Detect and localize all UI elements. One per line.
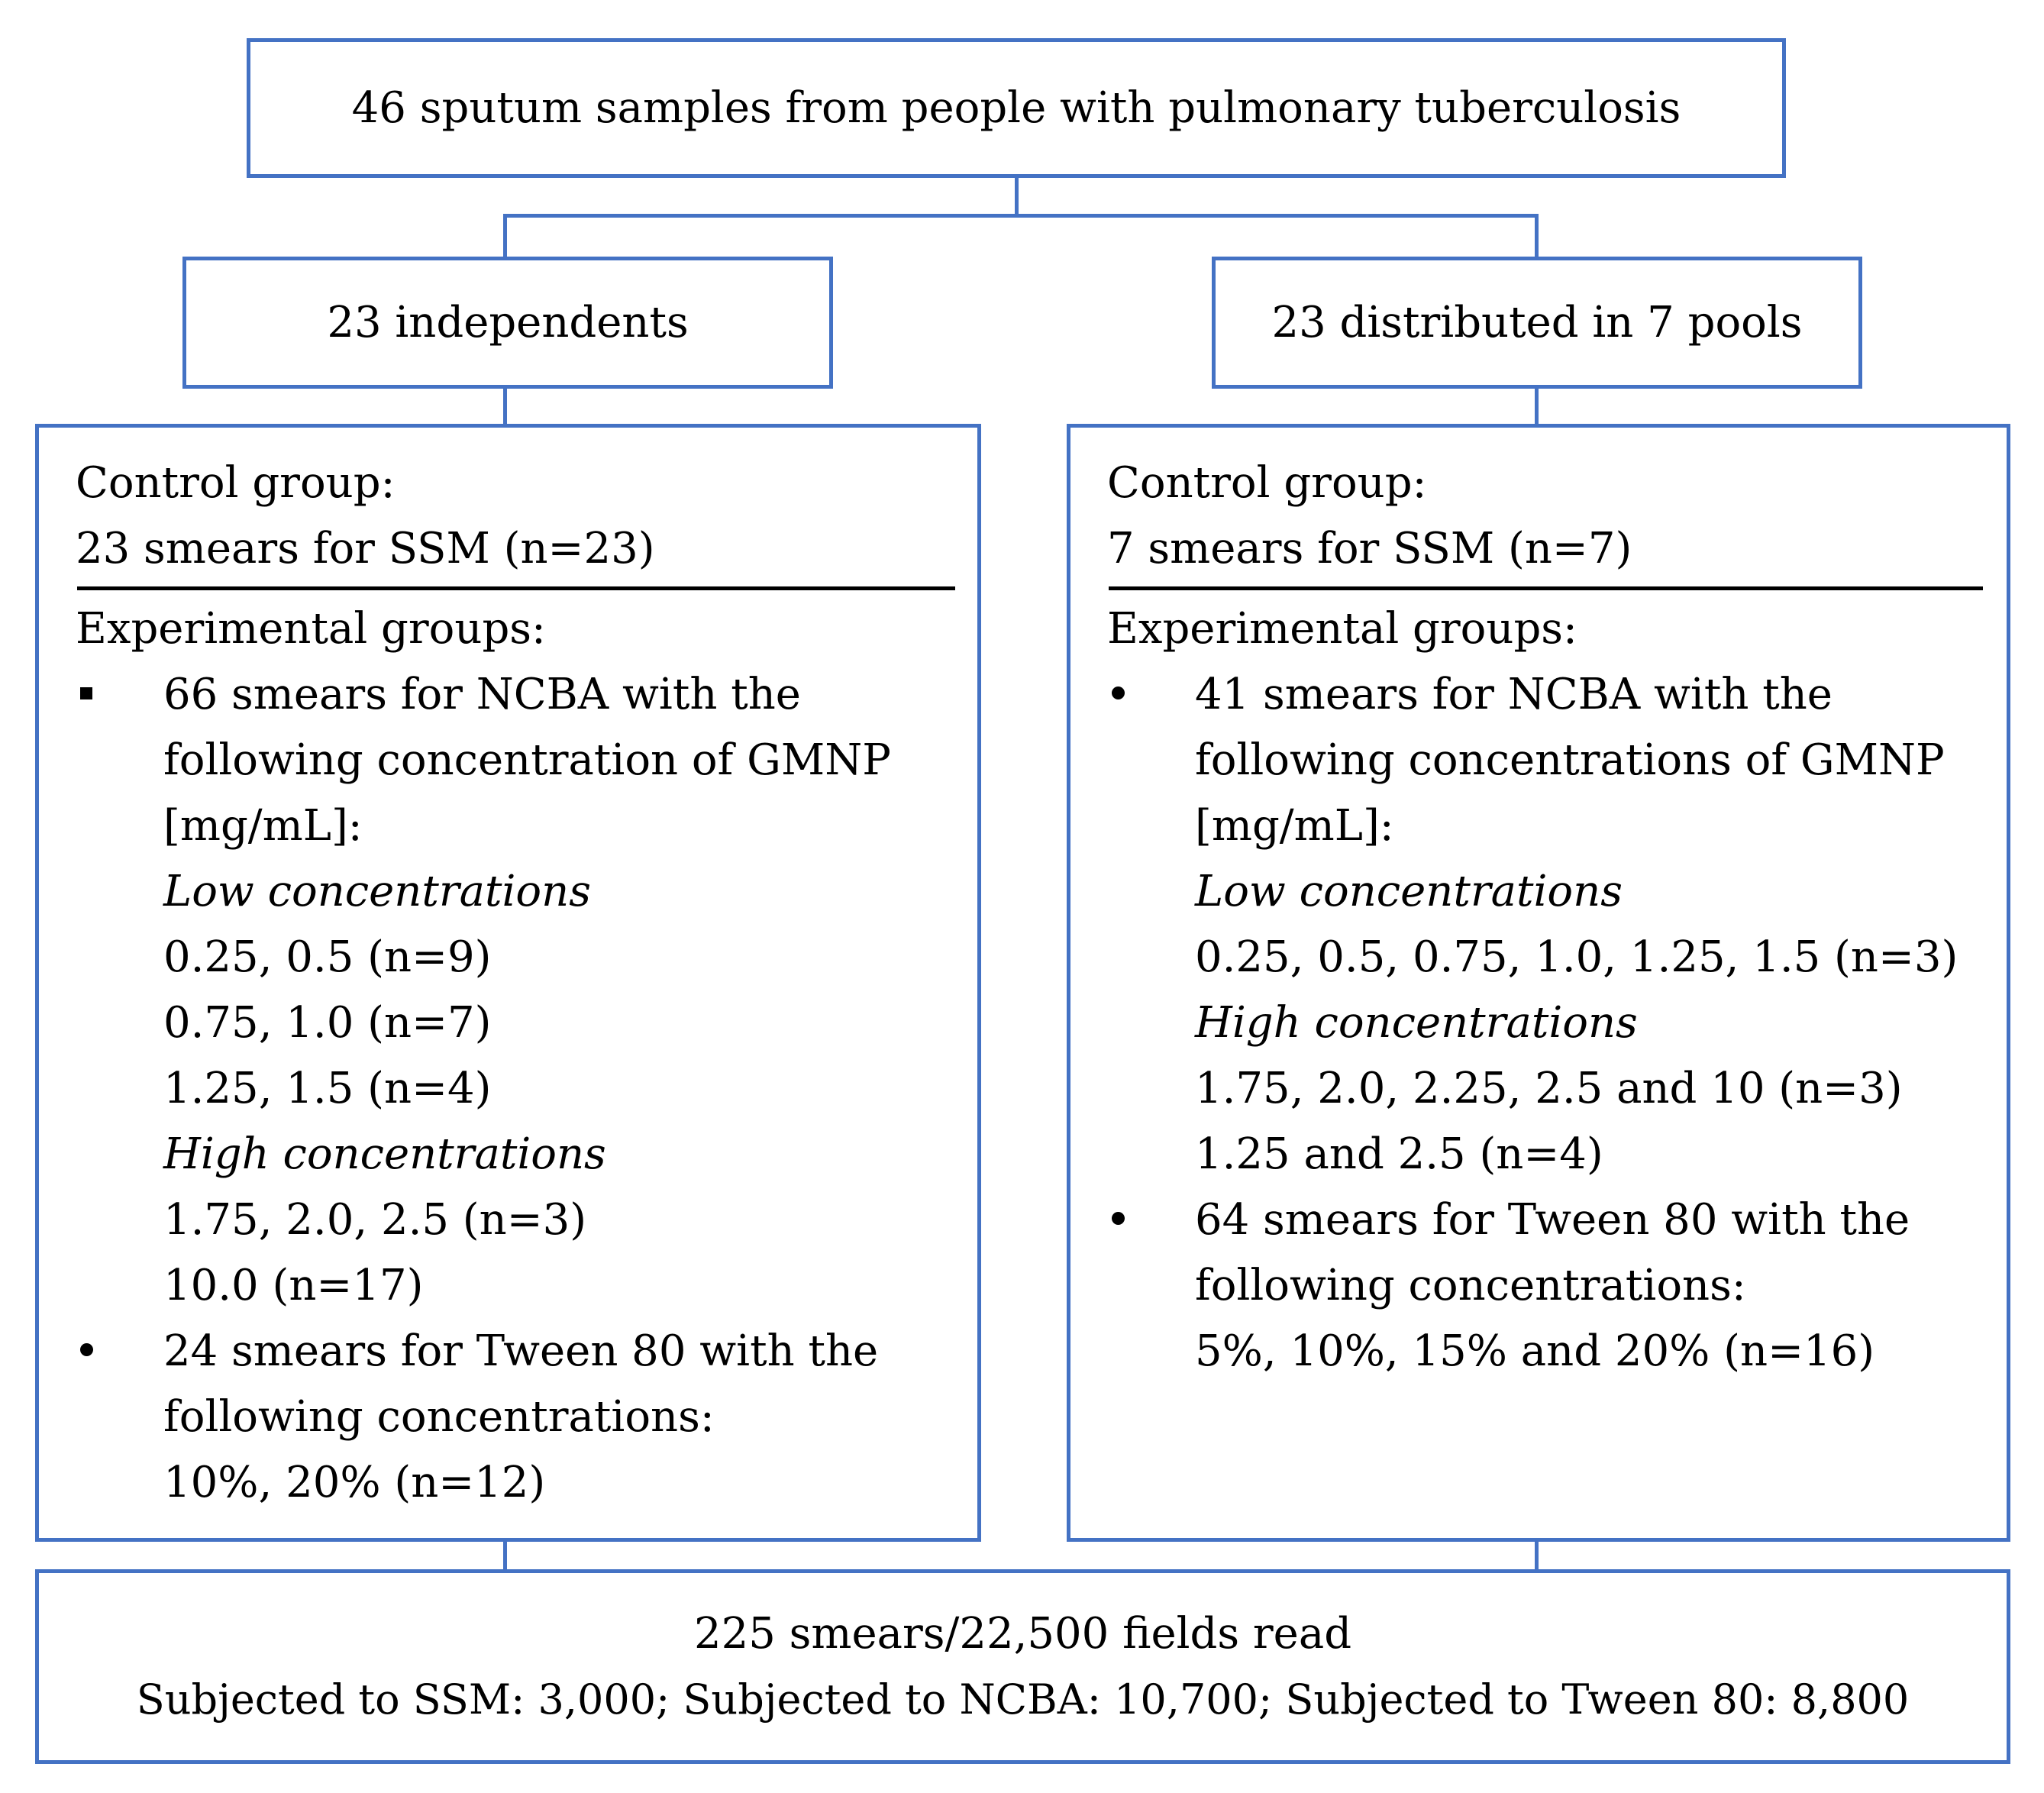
right-high-item: 1.25 and 2.5 (n=4)	[1195, 1129, 1603, 1179]
top-box	[247, 38, 1786, 178]
right-high-heading: High concentrations	[1195, 998, 1638, 1048]
bottom-line1: 225 smears/22,500 fields read	[693, 1608, 1352, 1659]
left-experimental-heading: Experimental groups:	[76, 604, 546, 654]
right-tween-line2: following concentrations:	[1195, 1261, 1746, 1310]
round-bullet-icon	[76, 1319, 163, 1384]
right-divider	[1109, 586, 1983, 590]
round-bullet-icon	[1107, 662, 1195, 728]
connector-right-branch-to-panel	[1535, 388, 1539, 426]
right-ncba-line1: 41 smears for NCBA with the	[1195, 670, 1832, 719]
left-ncba-line1: 66 smears for NCBA with the	[163, 670, 801, 719]
right-branch-box	[1212, 257, 1862, 389]
left-control-heading: Control group:	[76, 458, 396, 508]
connector-left-panel-to-bottom	[503, 1540, 507, 1571]
left-ncba-line3: [mg/mL]:	[163, 801, 363, 851]
left-low-item: 0.25, 0.5 (n=9)	[163, 932, 492, 982]
right-high-item: 1.75, 2.0, 2.25, 2.5 and 10 (n=3)	[1195, 1064, 1903, 1113]
right-tween-item	[1107, 1187, 1976, 1384]
left-tween-line1: 24 smears for Tween 80 with the	[163, 1326, 879, 1376]
bottom-line2: Subjected to SSM: 3,000; Subjected to NCBA: 10,700; Subjected to Tween 80: 8,800	[136, 1675, 1910, 1724]
top-box-text: 46 sputum samples from people with pulmonary tuberculosis	[351, 82, 1681, 133]
left-tween-line2: following concentrations:	[163, 1392, 715, 1442]
left-low-item: 0.75, 1.0 (n=7)	[163, 998, 492, 1048]
bottom-box	[35, 1569, 2010, 1764]
connector-horizontal	[503, 214, 1539, 218]
right-control-heading: Control group:	[1107, 458, 1427, 508]
left-high-item: 10.0 (n=17)	[163, 1261, 424, 1310]
left-branch-text: 23 independents	[327, 297, 689, 347]
connector-right-down	[1535, 214, 1539, 257]
left-panel	[35, 424, 981, 1542]
left-divider	[77, 586, 955, 590]
left-low-heading: Low concentrations	[163, 867, 591, 916]
right-low-heading: Low concentrations	[1195, 867, 1623, 916]
left-low-item: 1.25, 1.5 (n=4)	[163, 1064, 492, 1113]
connector-left-down	[503, 214, 507, 257]
right-tween-line3: 5%, 10%, 15% and 20% (n=16)	[1195, 1326, 1875, 1376]
right-control-detail: 7 smears for SSM (n=7)	[1107, 524, 1632, 573]
right-ncba-line2: following concentrations of GMNP	[1195, 735, 1945, 785]
right-panel	[1067, 424, 2010, 1542]
right-tween-line1: 64 smears for Tween 80 with the	[1195, 1195, 1910, 1245]
right-experimental-heading: Experimental groups:	[1107, 604, 1577, 654]
right-ncba-line3: [mg/mL]:	[1195, 801, 1394, 851]
left-ncba-item	[76, 662, 947, 1319]
connector-top-down	[1015, 177, 1019, 215]
right-branch-text: 23 distributed in 7 pools	[1271, 297, 1803, 347]
left-ncba-line2: following concentration of GMNP	[163, 735, 891, 785]
left-control-detail: 23 smears for SSM (n=23)	[76, 524, 655, 573]
right-low-item: 0.25, 0.5, 0.75, 1.0, 1.25, 1.5 (n=3)	[1195, 932, 1958, 982]
right-ncba-item	[1107, 662, 1976, 1187]
connector-right-panel-to-bottom	[1535, 1540, 1539, 1571]
left-high-heading: High concentrations	[163, 1129, 606, 1179]
left-high-item: 1.75, 2.0, 2.5 (n=3)	[163, 1195, 587, 1245]
round-bullet-icon	[1107, 1187, 1195, 1253]
left-branch-box	[182, 257, 833, 389]
left-tween-item	[76, 1319, 947, 1516]
connector-left-branch-to-panel	[503, 388, 507, 426]
square-bullet-icon	[76, 662, 163, 728]
left-tween-line3: 10%, 20% (n=12)	[163, 1458, 546, 1507]
